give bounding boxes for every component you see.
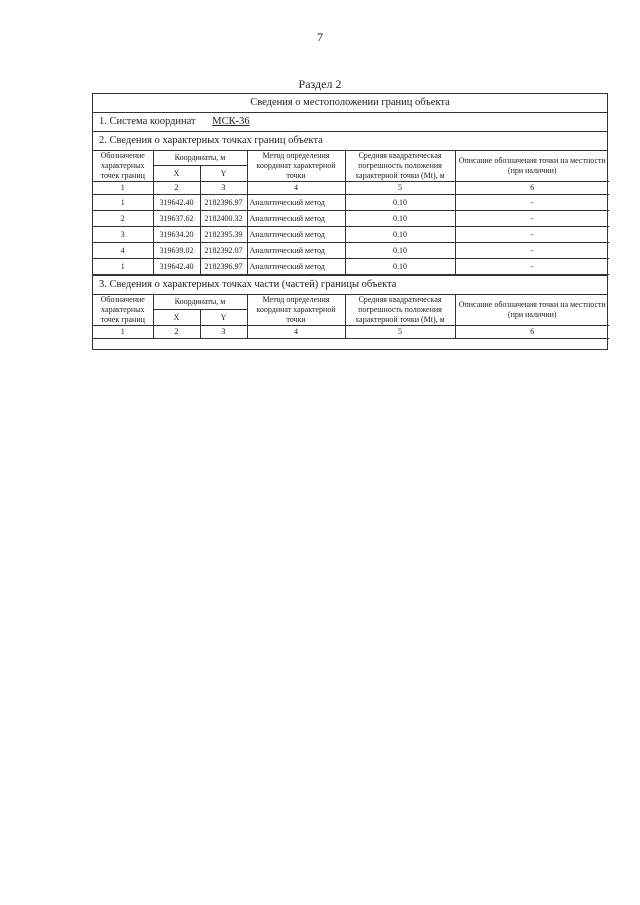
header-accuracy: Средняя квадратическая погрешность положения характерной точки (Mt), м — [345, 295, 455, 326]
method: Аналитический метод — [247, 243, 345, 259]
table-row — [93, 259, 609, 275]
accuracy: 0.10 — [345, 195, 455, 211]
coord-system-label: 1. Система координат — [99, 116, 196, 127]
method: Аналитический метод — [247, 195, 345, 211]
table-row — [93, 243, 609, 259]
header-method: Метод определения координат характерной точки — [247, 151, 345, 182]
column-index-row — [93, 326, 609, 339]
column-index: 5 — [345, 326, 455, 339]
header-y: Y — [200, 310, 247, 326]
header-y: Y — [200, 166, 247, 182]
header-x: X — [153, 166, 200, 182]
coord-x: 319639.02 — [153, 243, 200, 259]
header-method: Метод определения координат характерной точки — [247, 295, 345, 326]
column-index: 3 — [200, 326, 247, 339]
coord-x: 319642.40 — [153, 259, 200, 275]
column-index: 4 — [247, 326, 345, 339]
header-description: Описание обозначения точки на местности (при наличии) — [455, 151, 609, 182]
header-coordinates: Координаты, м — [153, 151, 247, 166]
coord-y: 2182392.07 — [200, 243, 247, 259]
header-point-designation: Обозначение характерных точек границ — [93, 151, 153, 182]
coord-y: 2182396.97 — [200, 195, 247, 211]
section-title: Раздел 2 — [298, 77, 342, 91]
column-index: 6 — [455, 182, 609, 195]
accuracy: 0.10 — [345, 259, 455, 275]
boundary-points-table — [93, 151, 609, 275]
header-accuracy: Средняя квадратическая погрешность положения характерной точки (Mt), м — [345, 151, 455, 182]
description: - — [455, 211, 609, 227]
part-boundary-points-table — [93, 295, 609, 339]
column-index: 2 — [153, 326, 200, 339]
header-coordinates: Координаты, м — [153, 295, 247, 310]
accuracy: 0.10 — [345, 227, 455, 243]
description: - — [455, 227, 609, 243]
point-id: 3 — [93, 227, 153, 243]
coord-system-value: МСК-36 — [212, 116, 250, 127]
method: Аналитический метод — [247, 259, 345, 275]
point-id: 1 — [93, 195, 153, 211]
point-id: 1 — [93, 259, 153, 275]
description: - — [455, 259, 609, 275]
method: Аналитический метод — [247, 211, 345, 227]
coord-x: 319642.40 — [153, 195, 200, 211]
coord-x: 319634.20 — [153, 227, 200, 243]
table-row — [93, 195, 609, 211]
table-row — [93, 211, 609, 227]
header-description: Описание обозначения точки на местности (при наличии) — [455, 295, 609, 326]
method: Аналитический метод — [247, 227, 345, 243]
column-index: 4 — [247, 182, 345, 195]
point-id: 2 — [93, 211, 153, 227]
accuracy: 0.10 — [345, 243, 455, 259]
description: - — [455, 195, 609, 211]
column-index: 3 — [200, 182, 247, 195]
table2-title: 3. Сведения о характерных точках части (частей) границы объекта — [93, 275, 607, 295]
coord-y: 2182396.97 — [200, 259, 247, 275]
header-x: X — [153, 310, 200, 326]
point-id: 4 — [93, 243, 153, 259]
empty-row — [93, 339, 607, 349]
column-index-row — [93, 182, 609, 195]
main-title: Сведения о местоположении границ объекта — [93, 94, 607, 113]
coord-system-row — [93, 113, 607, 132]
coord-y: 2182400.32 — [200, 211, 247, 227]
page-number: 7 — [317, 30, 323, 44]
document-frame — [92, 93, 608, 350]
column-index: 2 — [153, 182, 200, 195]
column-index: 1 — [93, 182, 153, 195]
header-point-designation: Обозначение характерных точек границ — [93, 295, 153, 326]
coord-x: 319637.62 — [153, 211, 200, 227]
column-index: 1 — [93, 326, 153, 339]
table1-title: 2. Сведения о характерных точках границ объекта — [93, 132, 607, 151]
column-index: 6 — [455, 326, 609, 339]
coord-y: 2182395.39 — [200, 227, 247, 243]
table-row — [93, 227, 609, 243]
description: - — [455, 243, 609, 259]
accuracy: 0.10 — [345, 211, 455, 227]
column-index: 5 — [345, 182, 455, 195]
